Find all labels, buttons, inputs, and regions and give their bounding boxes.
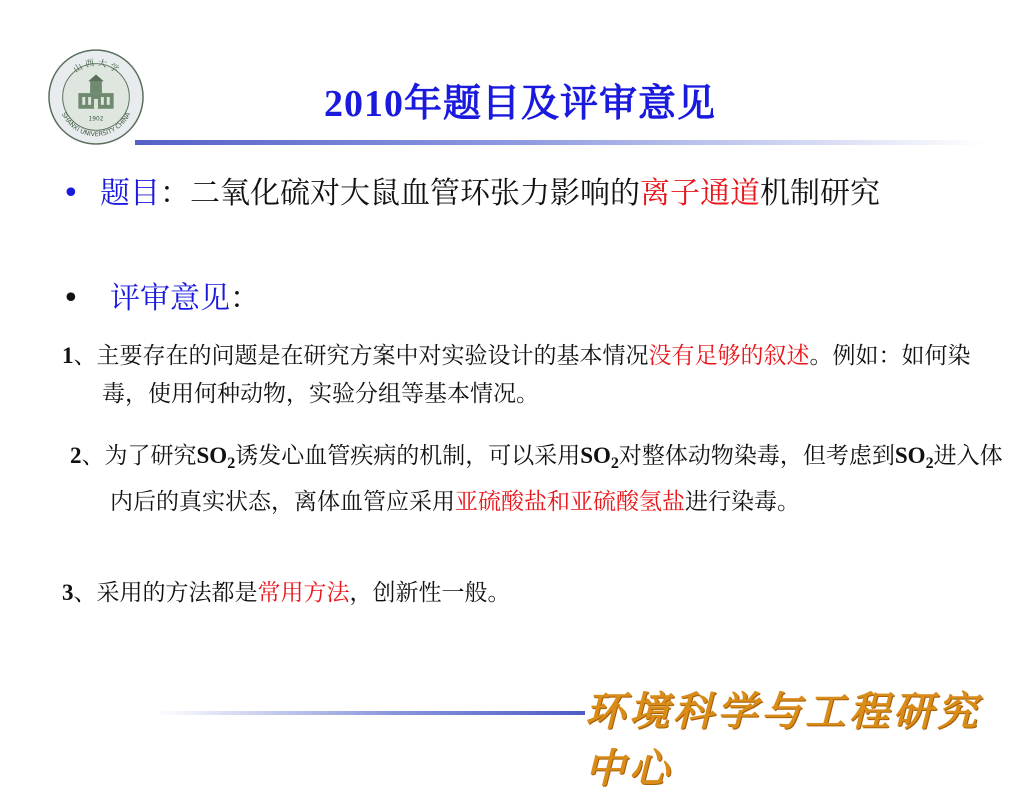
so2-formula [196,443,236,472]
item-number: 2 [70,443,82,468]
item-highlight: 亚硫酸盐和亚硫酸氢盐 [455,489,685,515]
footer-divider [155,711,585,715]
item-text-after: 进行染毒。 [685,489,800,515]
topic-text-after: 机制研究 [760,176,880,211]
item-sep: 、 [73,343,97,369]
logo-year: 1902 [88,116,104,123]
topic-text [62,175,962,213]
item-sep: 、 [81,443,105,469]
logo-bottom-text: SHANXI UNIVERSITY CHINA [59,111,133,139]
item-text-after: ，创新性一般。 [349,580,511,606]
item-text-2: 诱发心血管疾病的机制，可以采用 [235,443,581,469]
title-divider [135,140,985,145]
so2-main: SO [894,443,926,468]
item-highlight: 没有足够的叙述 [648,343,810,369]
item-text-1: 为了研究 [104,443,197,469]
item-number: 1 [62,343,74,368]
topic-colon: ： [160,176,190,211]
university-seal-icon [47,48,145,146]
topic-text-before: 二氧化硫对大鼠血管环张力影响的 [190,176,640,211]
review-colon: ： [230,281,260,316]
so2-formula [580,443,619,472]
review-heading [62,280,260,318]
item-highlight: 常用方法 [257,580,350,606]
title-rest: 年题目及评审意见 [403,83,716,125]
topic-highlight: 离子通道 [640,176,760,211]
review-label: 评审意见 [110,281,230,316]
so2-sub: 2 [925,455,934,472]
so2-main: SO [580,443,611,468]
review-bullet [62,280,260,318]
review-item-1 [62,337,1007,413]
item-text-before: 采用的方法都是 [96,580,258,606]
footer-center-name: 环境科学与工程研究中心 [585,688,981,792]
item-text-before: 主要存在的问题是在研究方案中对实验设计的基本情况 [96,343,649,369]
bullet-dot: • [62,176,80,211]
title-year: 2010 [323,83,404,125]
so2-sub: 2 [610,455,619,472]
item-sep: 、 [73,580,97,606]
topic-bullet [62,175,962,213]
logo-top-text: 山 西 大 学 [71,58,121,76]
item-text-after: 。例如：如何染毒，使用何种动物，实验分组等基本情况。 [102,343,971,407]
topic-label: 题目 [100,176,160,211]
so2-sub: 2 [227,455,236,472]
page-title [150,72,890,127]
item-text-3: 对整体动物染毒，但考虑到 [618,443,895,469]
item-text-4: 进入体内后的真实状态，离体血管应采用 [110,443,1003,515]
item-number: 3 [62,580,74,605]
review-item-3 [62,574,1007,612]
review-item-2 [70,437,1010,521]
bullet-dot: • [62,281,80,316]
so2-main: SO [196,443,228,468]
so2-formula [894,443,934,472]
